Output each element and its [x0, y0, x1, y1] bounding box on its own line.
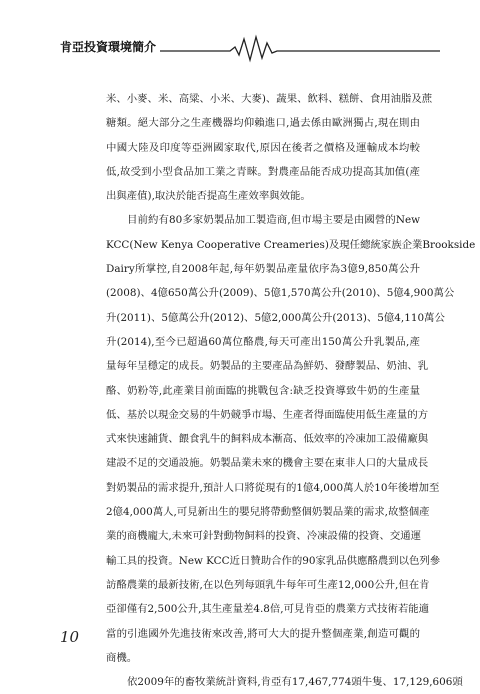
body-line: 亞卻僅有2,500公升,其生產量差4.8倍,可見肯亞的農業方式技術若能適: [106, 603, 430, 616]
body-line: 輸工具的投資。New KCC近日贊助合作的90家乳品供應酪農到以色列參: [106, 554, 441, 567]
body-line: 酪、奶粉等,此產業目前面臨的挑戰包含:缺乏投資導致牛奶的生產量: [106, 384, 420, 397]
page-number: 10: [60, 628, 80, 646]
header-title: 肯亞投資環境簡介: [60, 40, 157, 54]
body-line: 2億4,000萬人,可見新出生的嬰兒將帶動整個奶製品業的需求,故整個產: [106, 506, 430, 519]
body-line: 式來快速鋪貨、餵食乳牛的飼料成本漸高、低效率的冷凍加工設備廠與: [106, 433, 429, 446]
body-line: 米、小麥、米、高粱、小米、大麥)、蔬果、飲料、糕餅、食用油脂及蔗: [106, 93, 433, 105]
body-line: 量每年呈穩定的成長。奶製品的主要產品為鮮奶、發酵製品、奶油、乳: [106, 360, 429, 373]
body-line: 糖類。絕大部分之生產機器均仰賴進口,過去係由歐洲獨占,現在則由: [106, 117, 420, 130]
body-line: 中國大陸及印度等亞洲國家取代,原因在後者之價格及運輸成本均較: [106, 141, 420, 154]
body-line: 訪酪農業的最新技術,在以色列每頭乳牛每年可生產12,000公升,但在肯: [106, 578, 430, 591]
running-header: [60, 34, 440, 62]
body-line: 目前約有80多家奶製品加工製造商,但市場主要是由國營的New: [127, 214, 420, 227]
body-line: 低,故受到小型食品加工業之青睞。對農產品能否成功提高其加值(產: [106, 165, 420, 178]
body-line: 商機。: [106, 651, 138, 664]
body-line: 升(2011)、5億萬公升(2012)、5億2,000萬公升(2013)、5億4,110萬公: [106, 311, 445, 324]
body-line: (2008)、4億650萬公升(2009)、5億1,570萬公升(2010)、5億4,900萬公: [106, 287, 455, 300]
body-line: 業的商機龐大,未來可針對動物飼料的投資、冷凍設備的投資、交通運: [106, 530, 422, 543]
body-line: KCC(New Kenya Cooperative Creameries)及現任總統家族企業Brookside: [106, 238, 476, 251]
body-line: 升(2014),至今已超過60萬位酪農,每天可產出150萬公升乳製品,產: [106, 335, 420, 348]
body-line: Dairy所掌控,自2008年起,每年奶製品產量依序為3億9,850萬公升: [106, 263, 420, 276]
body-line: 依2009年的畜牧業統計資料,肯亞有17,467,774頭牛隻、17,129,606頭: [127, 676, 463, 689]
body-line: 低、基於以現金交易的牛奶競爭市場、生產者得面臨使用低生產量的方: [106, 408, 429, 421]
body-line: 當的引進國外先進技術來改善,將可大大的提升整個產業,創造可觀的: [106, 627, 420, 640]
body-text: [106, 87, 476, 694]
body-line: 建設不足的交通設施。奶製品業未來的機會主要在東非人口的大量成長: [106, 457, 429, 470]
body-line: 對奶製品的需求提升,預計人口將從現有的1億4,000萬人於10年後增加至: [106, 481, 440, 494]
body-line: 出與產值),取決於能否提高生產效率與效能。: [106, 190, 311, 203]
